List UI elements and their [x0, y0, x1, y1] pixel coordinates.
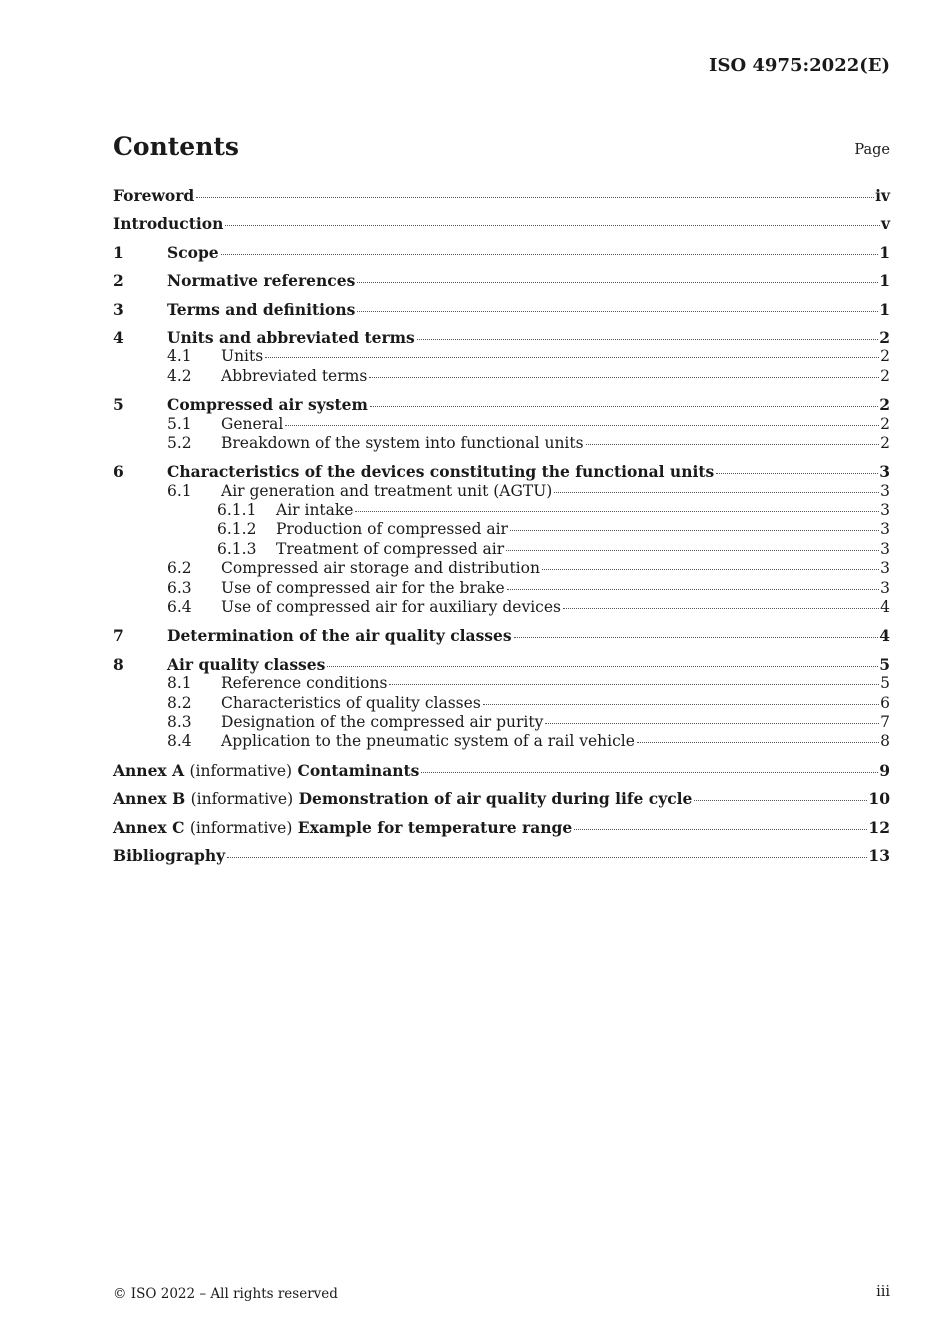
toc-entry-page: 10 — [868, 789, 890, 809]
toc-entry-number: 5.2 — [167, 433, 192, 452]
toc-entry[interactable] — [113, 520, 890, 539]
toc-entry-page: 3 — [880, 578, 890, 597]
toc-entry[interactable] — [113, 655, 890, 674]
toc-entry-page: 12 — [868, 817, 890, 837]
toc-entry-number: 6.2 — [167, 559, 192, 578]
toc-entry-title: Use of compressed air for the brake — [221, 578, 505, 597]
toc-entry-page: 5 — [879, 654, 890, 674]
toc-entry-page: 4 — [880, 598, 890, 617]
toc-entry-page: 3 — [880, 481, 890, 500]
toc-entry[interactable] — [113, 395, 890, 414]
dot-leader — [369, 376, 879, 378]
toc-entry-title: Normative references — [167, 271, 356, 291]
dot-leader — [357, 310, 878, 312]
toc-entry-title: Characteristics of quality classes — [221, 693, 481, 712]
toc-entry-title: Treatment of compressed air — [276, 539, 505, 558]
toc-entry-page: 1 — [879, 299, 890, 319]
toc-entry-title: Air quality classes — [167, 654, 326, 674]
toc-entry[interactable] — [113, 482, 890, 501]
dot-leader — [506, 549, 879, 551]
toc-entry-title: Designation of the compressed air purity — [221, 712, 544, 731]
dot-leader — [265, 356, 879, 358]
toc-entry-title — [113, 789, 692, 809]
dot-leader — [285, 424, 879, 426]
dot-leader — [586, 443, 880, 445]
toc-entry[interactable] — [113, 626, 890, 645]
dot-leader — [545, 722, 879, 724]
annex-title: Demonstration of air quality during life cycle — [298, 789, 693, 809]
contents-heading: Contents — [113, 132, 240, 161]
toc-entry-number: 4.1 — [167, 347, 192, 366]
toc-entry[interactable] — [113, 540, 890, 559]
toc-entry-page: 2 — [880, 414, 890, 433]
toc-entry-page: 3 — [880, 501, 890, 520]
dot-leader — [327, 665, 878, 667]
toc-entry-page: 5 — [880, 674, 890, 693]
toc-entry-number: 8.4 — [167, 732, 192, 751]
dot-leader — [637, 741, 879, 743]
toc-entry[interactable] — [113, 214, 890, 233]
dot-leader — [507, 588, 879, 590]
dot-leader — [225, 224, 880, 226]
dot-leader — [389, 683, 879, 685]
toc-entry-page: 2 — [880, 433, 890, 452]
dot-leader — [694, 799, 867, 801]
toc-entry[interactable] — [113, 598, 890, 617]
toc-entry-number: 5 — [113, 395, 124, 415]
dot-leader — [227, 856, 867, 858]
toc-entry-page: 3 — [880, 559, 890, 578]
toc-entry-page: 9 — [879, 760, 890, 780]
toc-entry[interactable] — [113, 761, 890, 780]
dot-leader — [421, 771, 878, 773]
dot-leader — [510, 529, 879, 531]
toc-entry[interactable] — [113, 462, 890, 481]
toc-entry-number: 8.3 — [167, 712, 192, 731]
toc-entry-title: Units and abbreviated terms — [167, 327, 415, 347]
toc-entry[interactable] — [113, 347, 890, 366]
toc-entry[interactable] — [113, 300, 890, 319]
toc-entry-page: 2 — [879, 395, 890, 415]
toc-entry-title: Compressed air system — [167, 395, 368, 415]
toc-entry[interactable] — [113, 694, 890, 713]
toc-entry-page: 2 — [880, 366, 890, 385]
toc-entry[interactable] — [113, 271, 890, 290]
toc-entry-number: 5.1 — [167, 414, 192, 433]
toc-entry[interactable] — [113, 415, 890, 434]
table-of-contents — [113, 186, 890, 865]
annex-label: Annex A — [113, 760, 185, 780]
toc-entry[interactable] — [113, 434, 890, 453]
toc-entry-number: 6.4 — [167, 598, 192, 617]
toc-entry-title: Production of compressed air — [276, 520, 508, 539]
toc-entry-title: Abbreviated terms — [221, 366, 368, 385]
dot-leader — [196, 196, 874, 198]
toc-entry-title: Application to the pneumatic system of a rail vehicle — [221, 732, 635, 751]
toc-entry-title: Characteristics of the devices constituting the functional units — [167, 462, 715, 482]
toc-entry-title — [113, 818, 572, 838]
dot-leader — [574, 828, 867, 830]
toc-entry-page: 3 — [879, 462, 890, 482]
toc-entry-title: Units — [221, 347, 264, 366]
toc-entry-title: Air intake — [276, 501, 354, 520]
toc-entry-page: v — [880, 214, 890, 234]
toc-entry[interactable] — [113, 732, 890, 751]
toc-entry[interactable] — [113, 559, 890, 578]
toc-entry-title: Breakdown of the system into functional units — [221, 433, 584, 452]
toc-entry[interactable] — [113, 243, 890, 262]
toc-entry-number: 8.2 — [167, 693, 192, 712]
annex-qualifier: (informative) — [189, 818, 293, 837]
toc-entry-title: Compressed air storage and distribution — [221, 559, 540, 578]
document-id: ISO 4975:2022(E) — [709, 55, 890, 76]
toc-entry-page: 6 — [880, 693, 890, 712]
toc-entry-number: 2 — [113, 271, 124, 291]
toc-entry-title: Introduction — [113, 214, 224, 234]
page-number: iii — [876, 1284, 890, 1300]
dot-leader — [514, 636, 879, 638]
dot-leader — [355, 510, 879, 512]
dot-leader — [357, 281, 878, 283]
toc-entry-title: Use of compressed air for auxiliary devices — [221, 598, 561, 617]
dot-leader — [221, 253, 879, 255]
toc-entry-page: 1 — [879, 242, 890, 262]
toc-entry-title: Reference conditions — [221, 674, 388, 693]
toc-entry-number: 4.2 — [167, 366, 192, 385]
toc-entry-title: Bibliography — [113, 845, 226, 865]
toc-entry-page: 1 — [879, 271, 890, 291]
toc-entry-title: Foreword — [113, 186, 195, 205]
toc-entry-number: 8 — [113, 654, 124, 674]
annex-title: Example for temperature range — [297, 817, 573, 837]
toc-entry-page: 7 — [880, 712, 890, 731]
dot-leader — [554, 491, 879, 493]
toc-entry[interactable] — [113, 713, 890, 732]
toc-entry-number: 4 — [113, 327, 124, 347]
toc-entry[interactable] — [113, 846, 890, 865]
toc-entry-page: 8 — [880, 732, 890, 751]
toc-entry-page: 2 — [879, 327, 890, 347]
annex-label: Annex B — [113, 789, 186, 809]
toc-entry[interactable] — [113, 501, 890, 520]
toc-entry-title: Determination of the air quality classes — [167, 626, 512, 646]
toc-entry-page: 13 — [868, 845, 890, 865]
toc-entry-title — [113, 761, 419, 781]
toc-entry-number: 6.1.3 — [217, 539, 257, 558]
toc-entry-page: iv — [875, 186, 890, 205]
toc-entry-title: General — [221, 414, 284, 433]
toc-entry-page: 4 — [879, 626, 890, 646]
toc-entry-number: 6.3 — [167, 578, 192, 597]
toc-entry-number: 8.1 — [167, 674, 192, 693]
toc-entry-number: 6.1.1 — [217, 501, 257, 520]
toc-entry-page: 3 — [880, 539, 890, 558]
annex-title: Contaminants — [297, 760, 420, 780]
annex-qualifier: (informative) — [190, 790, 294, 809]
toc-entry-title: Air generation and treatment unit (AGTU) — [221, 481, 553, 500]
copyright-notice: © ISO 2022 – All rights reserved — [113, 1286, 338, 1302]
page-column-label: Page — [854, 142, 890, 158]
dot-leader — [483, 703, 879, 705]
toc-entry-page: 3 — [880, 520, 890, 539]
toc-entry[interactable] — [113, 579, 890, 598]
dot-leader — [716, 472, 878, 474]
toc-entry[interactable] — [113, 674, 890, 693]
toc-entry-number: 6.1 — [167, 481, 192, 500]
dot-leader — [417, 338, 878, 340]
toc-entry[interactable] — [113, 328, 890, 347]
dot-leader — [370, 405, 878, 407]
toc-entry-number: 6 — [113, 462, 124, 482]
toc-entry-title: Scope — [167, 242, 219, 262]
toc-entry[interactable] — [113, 186, 890, 205]
toc-entry-number: 6.1.2 — [217, 520, 257, 539]
toc-entry-title: Terms and definitions — [167, 299, 356, 319]
toc-entry[interactable] — [113, 818, 890, 837]
toc-entry[interactable] — [113, 789, 890, 808]
toc-entry-page: 2 — [880, 347, 890, 366]
dot-leader — [542, 568, 879, 570]
toc-entry-number: 7 — [113, 626, 124, 646]
dot-leader — [563, 607, 879, 609]
toc-entry-number: 3 — [113, 299, 124, 319]
annex-qualifier: (informative) — [189, 761, 293, 780]
toc-entry[interactable] — [113, 367, 890, 386]
toc-entry-number: 1 — [113, 242, 124, 262]
annex-label: Annex C — [113, 817, 185, 837]
